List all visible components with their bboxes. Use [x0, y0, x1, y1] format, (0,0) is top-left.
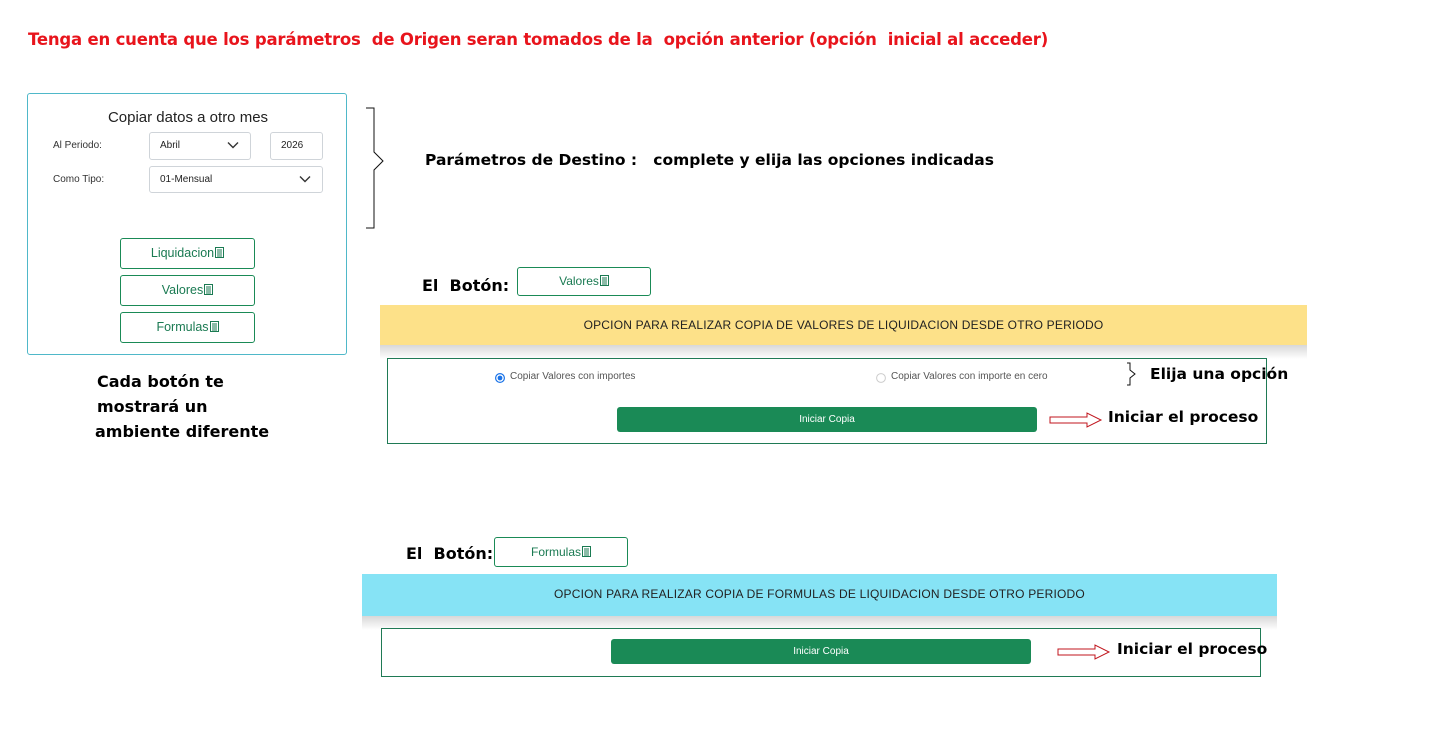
small-bracket-shape	[1126, 362, 1138, 386]
type-value: 01-Mensual	[160, 174, 213, 185]
valores-button[interactable]	[120, 275, 255, 306]
valores-button-sample[interactable]	[517, 267, 651, 296]
formulas-sample-label: Formulas	[530, 545, 581, 559]
document-icon	[600, 275, 609, 286]
each-button-note-line2: mostrará un	[97, 397, 208, 416]
valores-button-label: Valores	[161, 283, 204, 297]
period-month-value: Abril	[160, 140, 181, 151]
period-year-value: 2026	[281, 140, 304, 151]
radio-with-amounts[interactable]	[495, 373, 505, 383]
chevron-down-icon	[226, 138, 240, 152]
type-select[interactable]	[149, 166, 323, 193]
radio-zero-amount-label[interactable]: Copiar Valores con importe en cero	[891, 371, 1048, 382]
panel-title: Copiar datos a otro mes	[107, 109, 269, 126]
start-process-note-formulas: Iniciar el proceso	[1117, 640, 1268, 658]
arrow-right-icon	[1049, 412, 1103, 428]
liquidacion-button-label: Liquidacion	[150, 246, 215, 260]
formulas-button-caption: El Botón:	[406, 544, 494, 563]
formulas-button[interactable]	[120, 312, 255, 343]
copy-data-panel	[27, 93, 347, 355]
bracket-shape	[364, 107, 388, 231]
chevron-down-icon	[298, 172, 312, 186]
period-month-select[interactable]	[149, 132, 251, 160]
valores-header-shadow	[380, 345, 1307, 359]
start-process-note-valores: Iniciar el proceso	[1108, 408, 1259, 426]
destination-params-note: Parámetros de Destino : complete y elija las opciones indicadas	[425, 151, 994, 169]
valores-section-header: OPCION PARA REALIZAR COPIA DE VALORES DE LIQUIDACION DESDE OTRO PERIODO	[380, 305, 1307, 345]
radio-zero-amount[interactable]	[876, 373, 886, 383]
radio-with-amounts-label[interactable]: Copiar Valores con importes	[510, 371, 636, 382]
period-label: Al Periodo:	[53, 140, 102, 151]
document-icon	[582, 546, 591, 557]
document-icon	[215, 247, 224, 258]
valores-sample-label: Valores	[559, 274, 599, 288]
each-button-note-line3: ambiente diferente	[95, 422, 270, 441]
document-icon	[210, 321, 219, 332]
type-label: Como Tipo:	[53, 174, 105, 185]
formulas-button-label: Formulas	[156, 320, 209, 334]
arrow-right-icon	[1057, 644, 1111, 660]
iniciar-copia-valores-button[interactable]: Iniciar Copia	[617, 407, 1037, 432]
period-year-input[interactable]	[270, 132, 323, 160]
valores-button-caption: El Botón:	[422, 276, 510, 295]
liquidacion-button[interactable]	[120, 238, 255, 269]
each-button-note-line1: Cada botón te	[97, 372, 224, 391]
iniciar-copia-formulas-button[interactable]: Iniciar Copia	[611, 639, 1031, 664]
formulas-button-sample[interactable]	[494, 537, 628, 567]
formulas-section-header: OPCION PARA REALIZAR COPIA DE FORMULAS DE LIQUIDACION DESDE OTRO PERIODO	[362, 574, 1277, 616]
document-icon	[204, 284, 213, 295]
origin-params-note: Tenga en cuenta que los parámetros de Origen seran tomados de la opción anterior (opción inicial al acceder)	[28, 30, 1049, 49]
choose-option-note: Elija una opción	[1150, 365, 1289, 383]
